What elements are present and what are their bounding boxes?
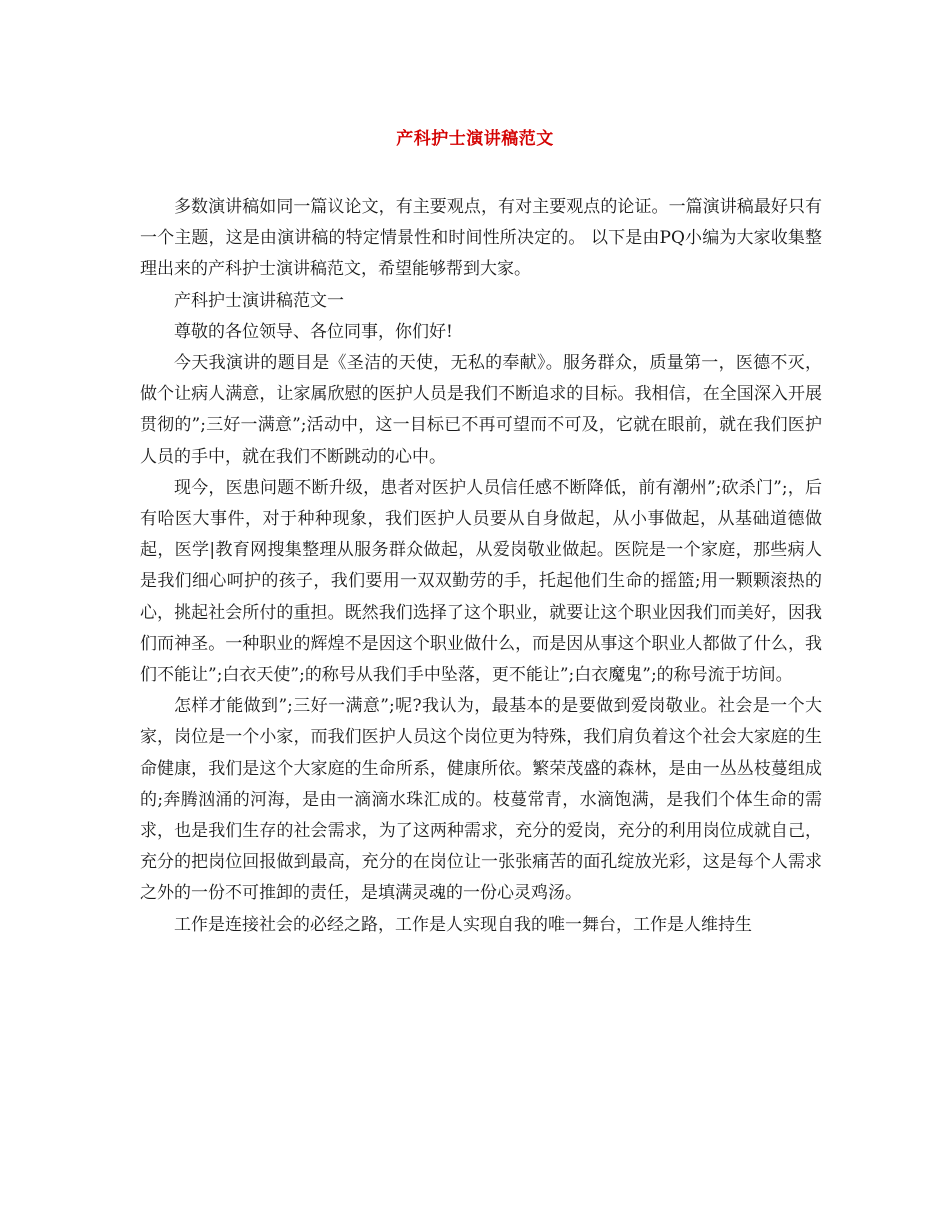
paragraph-greeting: 尊敬的各位领导、各位同事，你们好!	[174, 321, 453, 342]
paragraph-work: 工作是连接社会的必经之路，工作是人实现自我的唯一舞台，工作是人维持生	[174, 914, 752, 935]
paragraph-intro: 多数演讲稿如同一篇议论文，有主要观点，有对主要观点的论证。一篇演讲稿最好只有一个主题，这是由演讲稿的特定情景性和时间性所决定的。 以下是由PQ小编为大家收集整理出来的产科护士演讲稿范文，希望能够帮到大家。	[140, 197, 822, 280]
paragraph-section-heading: 产科护士演讲稿范文一	[174, 290, 344, 311]
document-title: 产科护士演讲稿范文	[396, 129, 554, 149]
paragraph-topic: 今天我演讲的题目是《圣洁的天使，无私的奉献》。服务群众，质量第一，医德不灭，做个让病人满意，让家属欣慰的医护人员是我们不断追求的目标。我相信，在全国深入开展贯彻的”;三好一满意”;活动中，这一目标已不再可望而不可及，它就在眼前，就在我们医护人员的手中，就在我们不断跳动的心中。	[140, 353, 822, 467]
paragraph-dedication: 怎样才能做到”;三好一满意”;呢?我认为，最基本的是要做到爱岗敬业。社会是一个大家，岗位是一个小家，而我们医护人员这个岗位更为特殊，我们肩负着这个社会大家庭的生命健康，我们是这个大家庭的生命所系，健康所依。繁荣茂盛的森林，是由一丛丛枝蔓组成的;奔腾汹涌的河海，是由一滴滴水珠汇成的。枝蔓常青，水滴饱满，是我们个体生命的需求，也是我们生存的社会需求，为了这两种需求，充分的爱岗，充分的利用岗位成就自己，充分的把岗位回报做到最高，充分的在岗位让一张张痛苦的面孔绽放光彩，这是每个人需求之外的一份不可推卸的责任，是填满灵魂的一份心灵鸡汤。	[140, 696, 822, 904]
document-body	[140, 192, 822, 941]
paragraph-current-issues: 现今，医患问题不断升级，患者对医护人员信任感不断降低，前有潮州”;砍杀门”;，后有哈医大事件，对于种种现象，我们医护人员要从自身做起，从小事做起，从基础道德做起，医学|教育网搜集整理从服务群众做起，从爱岗敬业做起。医院是一个家庭，那些病人是我们细心呵护的孩子，我们要用一双双勤劳的手，托起他们生命的摇篮;用一颗颗滚热的心，挑起社会所付的重担。既然我们选择了这个职业，就要让这个职业因我们而美好，因我们而神圣。一种职业的辉煌不是因这个职业做什么，而是因从事这个职业人都做了什么，我们不能让”;白衣天使”;的称号从我们手中坠落，更不能让”;白衣魔鬼”;的称号流于坊间。	[140, 477, 822, 686]
